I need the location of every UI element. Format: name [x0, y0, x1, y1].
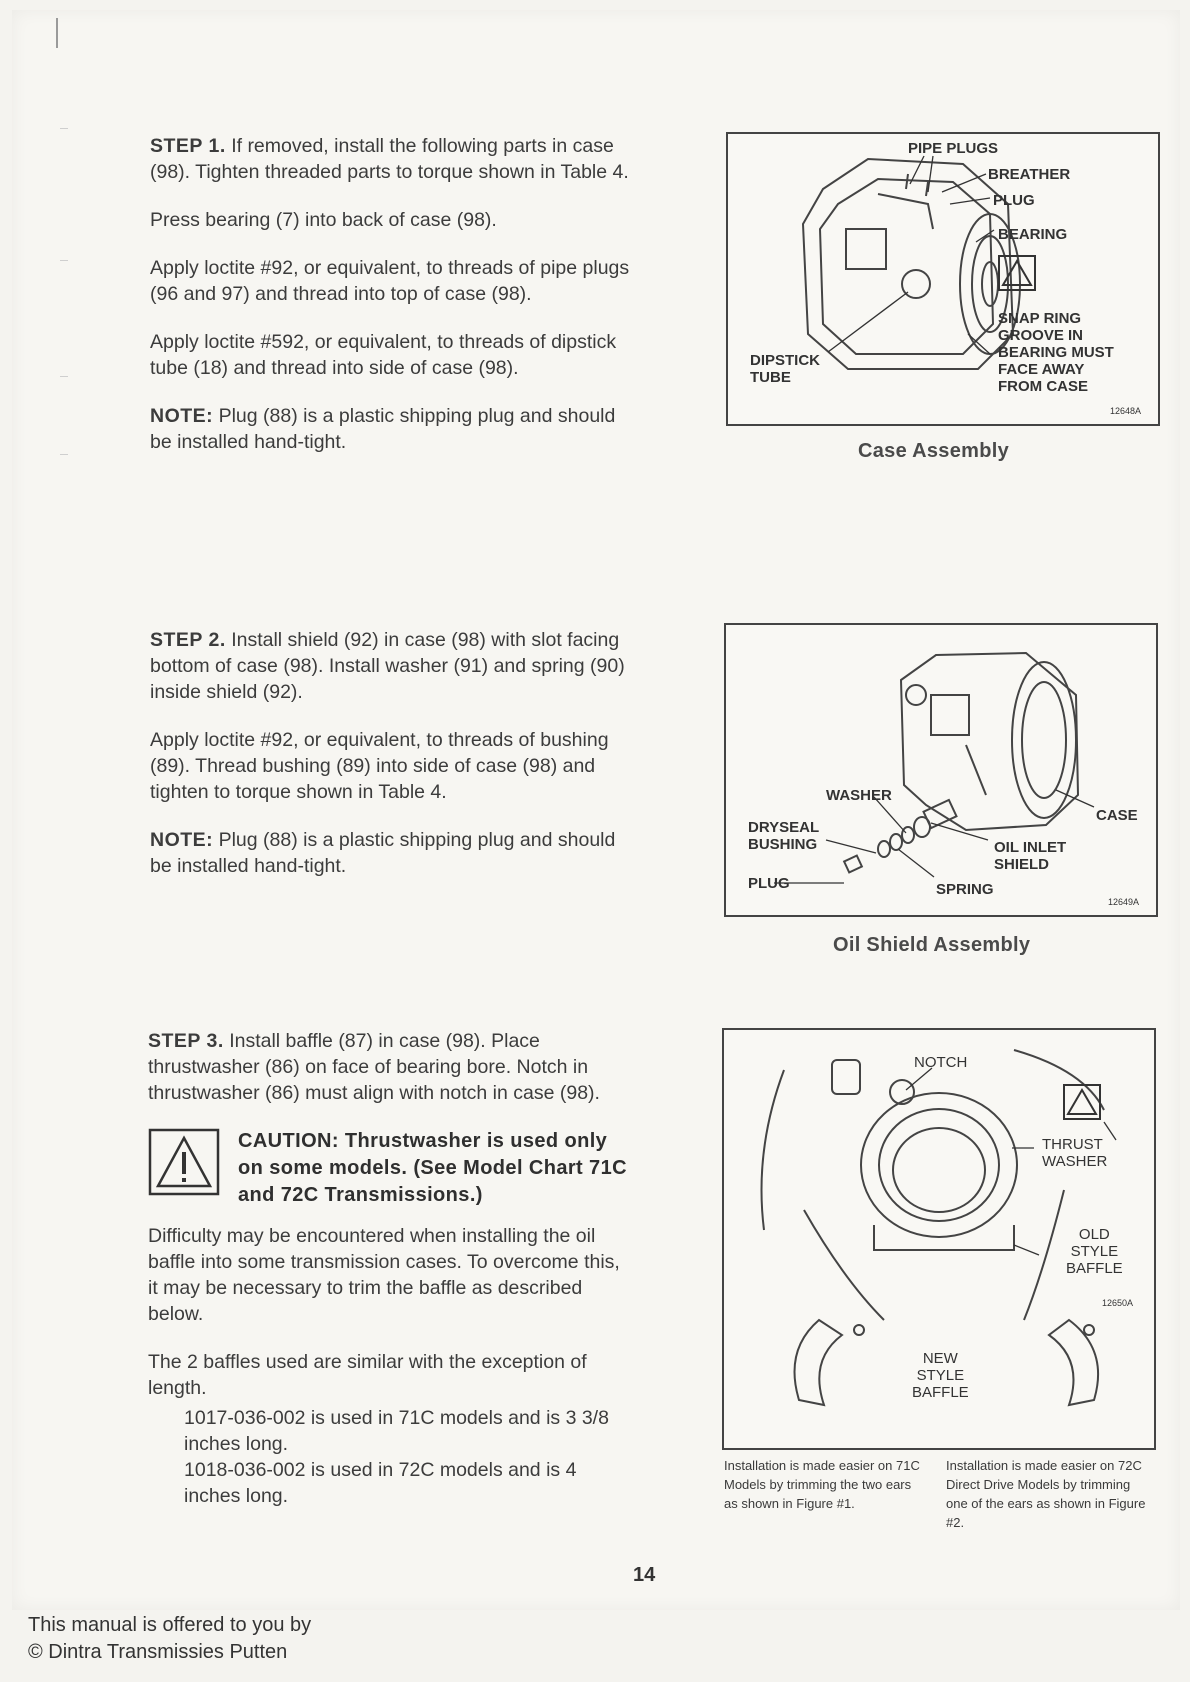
spec-71c: 1017-036-002 is used in 71C models and is 3 3/8 inches long.	[184, 1407, 609, 1455]
label-bearing: BEARING	[998, 226, 1068, 243]
label-case: CASE	[1096, 807, 1138, 824]
step1-para2: Press bearing (7) into back of case (98).	[150, 209, 497, 231]
figure-baffle-thrustwasher	[722, 1028, 1156, 1450]
step1-para3: Apply loctite #92, or equivalent, to threads of pipe plugs (96 and 97) and thread into top of case (98).	[150, 257, 630, 305]
margin-mark	[60, 128, 68, 129]
label-dryseal-bushing: DRYSEAL BUSHING	[748, 819, 820, 853]
footer-line-2: © Dintra Transmissies Putten	[28, 1641, 288, 1663]
step2-intro	[150, 627, 630, 705]
step3-para3: The 2 baffles used are similar with the exception of length.	[148, 1351, 587, 1399]
caption-oil-shield-assembly: Oil Shield Assembly	[833, 934, 1031, 956]
label-plug: PLUG	[748, 875, 790, 892]
label-thrust-washer: THRUST WASHER	[1042, 1136, 1108, 1170]
label-breather: BREATHER	[988, 166, 1071, 183]
footer-credit	[28, 1612, 311, 1666]
step2-section	[150, 627, 630, 901]
margin-mark	[60, 454, 68, 455]
step3-heading: STEP 3.	[148, 1030, 224, 1052]
label-plug: PLUG	[993, 192, 1035, 209]
margin-mark	[60, 376, 68, 377]
note-text: Plug (88) is a plastic shipping plug and should be installed hand-tight.	[150, 829, 616, 877]
step3-section	[148, 1028, 628, 1509]
step1-intro	[150, 133, 630, 185]
label-dipstick-tube: DIPSTICK TUBE	[750, 352, 821, 386]
step1-heading: STEP 1.	[150, 135, 226, 157]
step1-section	[150, 133, 630, 477]
step2-para2: Apply loctite #92, or equivalent, to threads of bushing (89). Thread bushing (89) into side of case (98) and tighten to torque shown in Table 4.	[150, 729, 609, 803]
step2-heading: STEP 2.	[150, 629, 226, 651]
label-old-style-baffle: OLD STYLE BAFFLE	[1066, 1226, 1123, 1277]
label-washer: WASHER	[826, 787, 892, 804]
margin-mark	[60, 260, 68, 261]
figure-number: 12648A	[1110, 406, 1142, 416]
step3-intro	[148, 1028, 628, 1106]
spec-72c: 1018-036-002 is used in 72C models and is 4 inches long.	[184, 1459, 577, 1507]
warning-triangle-icon	[148, 1128, 220, 1196]
note-72c-models: Installation is made easier on 72C Direct Drive Models by trimming one of the ears as shown in Figure #2.	[946, 1458, 1146, 1530]
footer-line-1: This manual is offered to you by	[28, 1614, 312, 1636]
page-number: 14	[633, 1564, 656, 1586]
binder-mark	[56, 18, 58, 48]
step1-note	[150, 403, 630, 455]
label-pipe-plugs: PIPE PLUGS	[908, 140, 999, 157]
label-notch: NOTCH	[914, 1054, 968, 1071]
note-label: NOTE:	[150, 829, 214, 851]
caution-text: CAUTION: Thrustwasher is used only on some models. (See Model Chart 71C and 72C Transmissions.)	[238, 1130, 627, 1206]
figure-case-assembly	[726, 132, 1160, 426]
note-text: Plug (88) is a plastic shipping plug and should be installed hand-tight.	[150, 405, 616, 453]
figure-oil-shield-assembly	[724, 623, 1158, 917]
step3-para2: Difficulty may be encountered when installing the oil baffle into some transmission cases. To overcome this, it may be necessary to trim the baffle as described below.	[148, 1225, 620, 1325]
label-new-style-baffle: NEW STYLE BAFFLE	[912, 1350, 969, 1401]
oil-shield-illustration	[726, 625, 1156, 915]
figure-number: 12649A	[1108, 897, 1140, 907]
step3-intro-text: Install baffle (87) in case (98). Place thrustwasher (86) on face of bearing bore. Notch in thrustwasher (86) must align with notch in case (98).	[148, 1030, 600, 1104]
step1-intro-text: If removed, install the following parts in case (98). Tighten threaded parts to torque shown in Table 4.	[150, 135, 629, 183]
caution-block	[148, 1128, 628, 1209]
step2-note	[150, 827, 630, 879]
figure-number: 12650A	[1102, 1298, 1134, 1308]
step2-intro-text: Install shield (92) in case (98) with slot facing bottom of case (98). Install washer (91) and spring (90) inside shield (92).	[150, 629, 625, 703]
step1-para4: Apply loctite #592, or equivalent, to threads of dipstick tube (18) and thread into side of case (98).	[150, 331, 617, 379]
note-label: NOTE:	[150, 405, 214, 427]
label-spring: SPRING	[936, 881, 994, 898]
note-71c-models: Installation is made easier on 71C Models by trimming the two ears as shown in Figure #1.	[724, 1458, 920, 1511]
label-snap-ring: SNAP RING GROOVE IN BEARING MUST FACE AWAY FROM CASE	[998, 310, 1114, 395]
label-oil-inlet-shield: OIL INLET SHIELD	[994, 839, 1067, 873]
caption-case-assembly: Case Assembly	[858, 440, 1010, 462]
